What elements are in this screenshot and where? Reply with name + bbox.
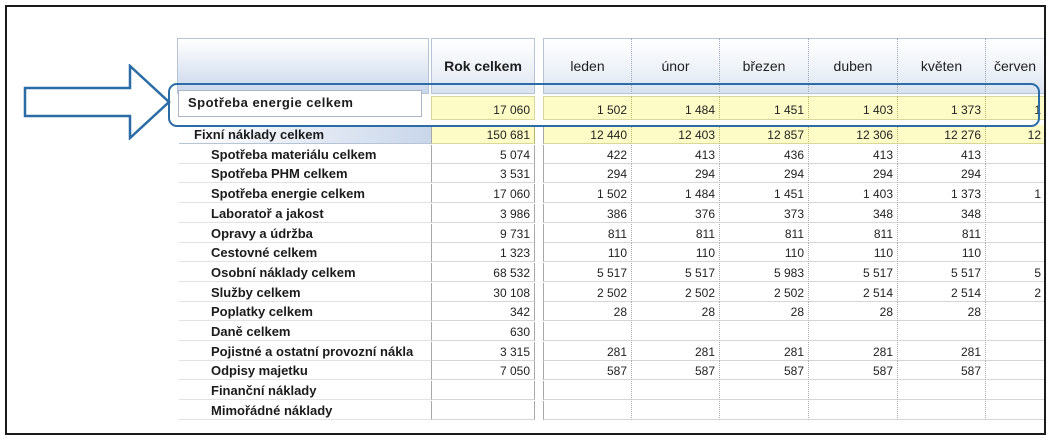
month-cell — [809, 322, 898, 341]
month-cell — [986, 342, 1046, 361]
total-cell: 150 681 — [431, 125, 535, 144]
month-cell — [986, 224, 1046, 243]
row-label: Poplatky celkem — [179, 302, 431, 321]
month-cell: 587 — [809, 361, 898, 380]
month-cell: 12 857 — [720, 125, 809, 144]
total-cell — [431, 381, 535, 400]
row-label: Spotřeba PHM celkem — [179, 164, 431, 183]
total-cell: 17 060 — [431, 184, 535, 203]
month-cell — [720, 381, 809, 400]
month-cell — [986, 145, 1046, 164]
month-cell: 422 — [543, 145, 632, 164]
month-cell: 5 517 — [809, 263, 898, 282]
month-cell — [986, 401, 1046, 420]
month-cell: 587 — [720, 361, 809, 380]
total-cell: 3 531 — [431, 164, 535, 183]
total-cell: 68 532 — [431, 263, 535, 282]
spreadsheet-frame — [5, 5, 1046, 435]
month-cell — [543, 381, 632, 400]
month-cell — [986, 302, 1046, 321]
total-cell: 3 315 — [431, 342, 535, 361]
month-cell: 2 514 — [809, 283, 898, 302]
highlighted-month-cell: 1 373 — [898, 96, 986, 120]
highlighted-month-cell: 1 — [986, 96, 1046, 120]
month-cell: 12 440 — [543, 125, 632, 144]
month-cell: 348 — [898, 204, 986, 223]
highlighted-month-cell: 1 451 — [720, 96, 809, 120]
month-cell: 110 — [809, 243, 898, 262]
month-cell: 281 — [898, 342, 986, 361]
month-cell: 281 — [632, 342, 720, 361]
row-label: Osobní náklady celkem — [179, 263, 431, 282]
month-cell: 110 — [898, 243, 986, 262]
month-cell: 294 — [543, 164, 632, 183]
month-cell — [543, 322, 632, 341]
highlighted-total-cell: 17 060 — [431, 96, 535, 120]
month-cell: 587 — [632, 361, 720, 380]
month-cell: 110 — [720, 243, 809, 262]
month-cell — [543, 401, 632, 420]
month-cell: 5 983 — [720, 263, 809, 282]
month-cell — [986, 322, 1046, 341]
row-label: Daně celkem — [179, 322, 431, 341]
row-label: Spotřeba energie celkem — [179, 184, 431, 203]
row-label: Služby celkem — [179, 283, 431, 302]
month-cell: 386 — [543, 204, 632, 223]
month-cell — [898, 322, 986, 341]
month-cell: 373 — [720, 204, 809, 223]
row-label: Opravy a údržba — [179, 224, 431, 243]
month-cell: 28 — [898, 302, 986, 321]
month-cell — [986, 164, 1046, 183]
month-cell: 281 — [720, 342, 809, 361]
month-cell: 28 — [543, 302, 632, 321]
row-label: Finanční náklady — [179, 381, 431, 400]
arrow-right-icon — [23, 64, 173, 140]
row-label: Laboratoř a jakost — [179, 204, 431, 223]
total-cell: 9 731 — [431, 224, 535, 243]
column-header-total: Rok celkem — [431, 38, 535, 94]
month-cell: 413 — [809, 145, 898, 164]
row-label: Mimořádné náklady — [179, 401, 431, 420]
total-cell: 3 986 — [431, 204, 535, 223]
month-cell: 294 — [632, 164, 720, 183]
month-cell: 413 — [632, 145, 720, 164]
month-cell: 281 — [543, 342, 632, 361]
month-cell — [720, 322, 809, 341]
month-cell: 110 — [632, 243, 720, 262]
highlighted-month-cell: 1 484 — [632, 96, 720, 120]
month-cell: 281 — [809, 342, 898, 361]
month-cell: 294 — [898, 164, 986, 183]
month-cell — [632, 401, 720, 420]
month-cell: 436 — [720, 145, 809, 164]
header-label-cell — [177, 38, 429, 94]
month-cell: 811 — [632, 224, 720, 243]
month-cell: 28 — [632, 302, 720, 321]
month-cell: 12 — [986, 125, 1046, 144]
month-cell — [720, 401, 809, 420]
month-cell: 5 517 — [632, 263, 720, 282]
month-cell: 811 — [898, 224, 986, 243]
month-cell: 2 502 — [543, 283, 632, 302]
month-cell: 110 — [543, 243, 632, 262]
month-cell: 1 502 — [543, 184, 632, 203]
row-label: Spotřeba materiálu celkem — [179, 145, 431, 164]
column-header-month: březen — [720, 38, 809, 94]
month-cell — [986, 381, 1046, 400]
month-cell: 294 — [809, 164, 898, 183]
month-cell: 587 — [543, 361, 632, 380]
month-cell — [986, 243, 1046, 262]
highlighted-row-label: Spotřeba energie celkem — [178, 90, 422, 117]
month-cell: 348 — [809, 204, 898, 223]
month-cell: 1 — [986, 184, 1046, 203]
month-cell: 294 — [720, 164, 809, 183]
month-cell — [986, 204, 1046, 223]
month-cell: 12 306 — [809, 125, 898, 144]
month-cell: 811 — [720, 224, 809, 243]
month-cell — [632, 381, 720, 400]
month-cell: 1 403 — [809, 184, 898, 203]
month-cell: 2 — [986, 283, 1046, 302]
month-cell: 2 502 — [720, 283, 809, 302]
column-header-month: leden — [543, 38, 632, 94]
month-cell: 587 — [898, 361, 986, 380]
column-header-month: červen — [986, 38, 1046, 94]
month-cell: 811 — [809, 224, 898, 243]
month-cell — [898, 401, 986, 420]
month-cell — [898, 381, 986, 400]
total-cell — [431, 401, 535, 420]
row-label: Cestovné celkem — [179, 243, 431, 262]
column-header-month: duben — [809, 38, 898, 94]
month-cell: 28 — [720, 302, 809, 321]
row-label: Odpisy majetku — [179, 361, 431, 380]
row-label-fixed: Fixní náklady celkem — [179, 125, 431, 144]
month-cell: 5 517 — [543, 263, 632, 282]
month-cell: 1 373 — [898, 184, 986, 203]
month-cell: 811 — [543, 224, 632, 243]
total-cell: 30 108 — [431, 283, 535, 302]
month-cell: 28 — [809, 302, 898, 321]
month-cell — [632, 322, 720, 341]
total-cell: 342 — [431, 302, 535, 321]
column-header-month: květen — [898, 38, 986, 94]
total-cell: 1 323 — [431, 243, 535, 262]
month-cell: 5 517 — [898, 263, 986, 282]
total-cell: 630 — [431, 322, 535, 341]
total-cell: 7 050 — [431, 361, 535, 380]
month-cell: 2 514 — [898, 283, 986, 302]
highlighted-month-cell: 1 502 — [543, 96, 632, 120]
month-cell: 12 276 — [898, 125, 986, 144]
month-cell — [809, 401, 898, 420]
row-label: Pojistné a ostatní provozní nákla — [179, 342, 431, 361]
month-cell: 376 — [632, 204, 720, 223]
month-cell — [809, 381, 898, 400]
month-cell: 5 — [986, 263, 1046, 282]
month-cell — [986, 361, 1046, 380]
month-cell: 413 — [898, 145, 986, 164]
month-cell: 1 484 — [632, 184, 720, 203]
month-cell: 2 502 — [632, 283, 720, 302]
total-cell: 5 074 — [431, 145, 535, 164]
highlighted-month-cell: 1 403 — [809, 96, 898, 120]
month-cell: 1 451 — [720, 184, 809, 203]
month-cell: 12 403 — [632, 125, 720, 144]
column-header-month: únor — [632, 38, 720, 94]
